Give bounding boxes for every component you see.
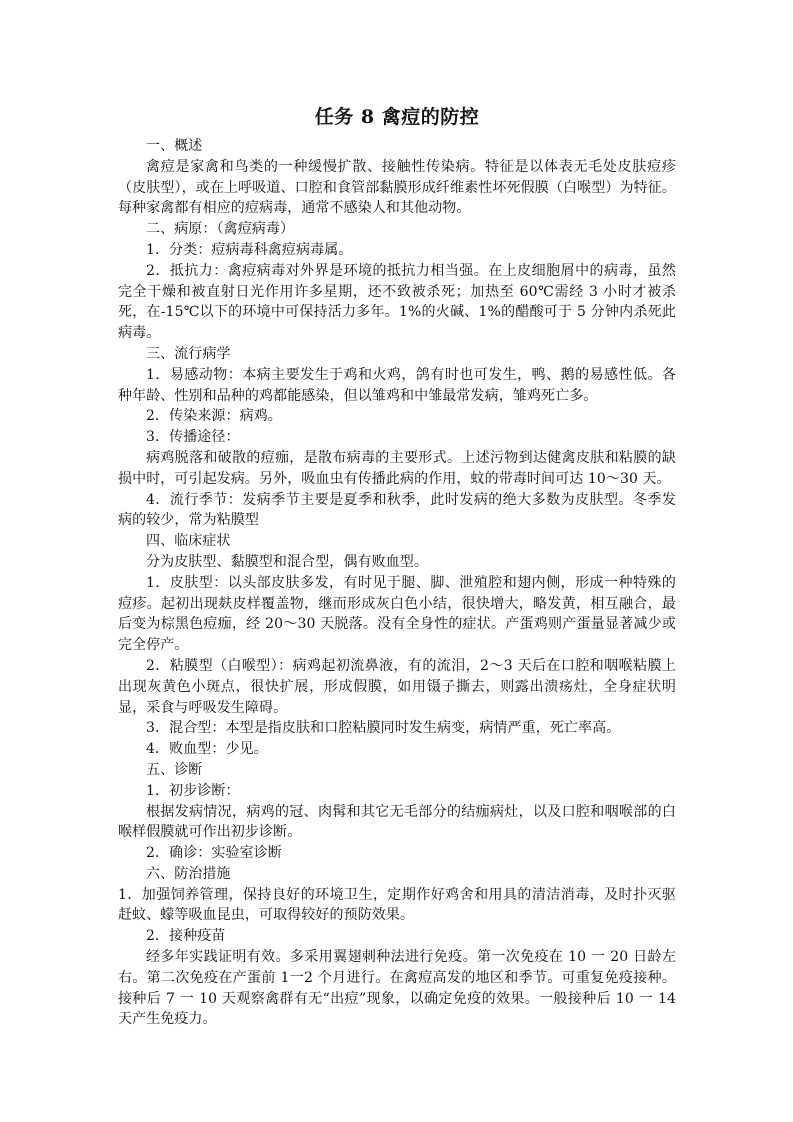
paragraph: 1．分类：痘病毒科禽痘病毒属。: [146, 241, 353, 258]
paragraph: 2．传染来源：病鸡。: [146, 408, 282, 425]
paragraph: 1．易感动物：本病主要发生于鸡和火鸡，鸽有时也可发生，鸭、鹅的易感性低。各种年龄、性别和品种的鸡都能感染，但以雏鸡和中雏最常发病，雏鸡死亡多。: [118, 366, 676, 404]
paragraph: 2．确诊：实验室诊断: [146, 845, 282, 862]
paragraph: 病鸡脱落和破散的痘痂，是散布病毒的主要形式。上述污物到达健禽皮肤和粘膜的缺损中时，可引起发病。另外，吸血虫有传播此病的作用，蚊的带毒时间可达 10～30 天。: [118, 449, 676, 487]
document-title: 任务 8 禽痘的防控: [314, 106, 480, 128]
paragraph: 六、防治措施: [146, 865, 231, 882]
paragraph: 4．流行季节：发病季节主要是夏季和秋季，此时发病的绝大多数为皮肤型。冬季发病的较少，常为粘膜型: [118, 491, 676, 529]
paragraph: 2．接种疫苗: [146, 928, 226, 945]
paragraph: 一、概述: [146, 138, 203, 154]
paragraph: 2．粘膜型（白喉型）：病鸡起初流鼻液，有的流泪，2～3 天后在口腔和咽喉粘膜上出现灰黄色小斑点，很快扩展，形成假膜，如用镊子撕去，则露出溃疡灶，全身症状明显，采食与呼吸发生障碍。: [118, 657, 676, 716]
document-body: [118, 136, 676, 1030]
paragraph: 三、流行病学: [146, 345, 231, 362]
paragraph: 分为皮肤型、黏膜型和混合型，偶有败血型。: [146, 553, 428, 570]
paragraph: 1．皮肤型：以头部皮肤多发，有时见于腿、脚、泄殖腔和翅内侧，形成一种特殊的痘疹。起初出现麸皮样覆盖物，继而形成灰白色小结，很快增大，略发黄，相互融合，最后变为棕黑色痘痂，经 20～30 天脱落。没有全身性的症状。产蛋鸡则产蛋量显著减少或完全停产。: [118, 574, 676, 654]
paragraph: 3．混合型：本型是指皮肤和口腔粘膜同时发生病变，病情严重，死亡率高。: [146, 720, 621, 737]
document-page: [118, 100, 676, 1030]
paragraph: 根据发病情况，病鸡的冠、肉髯和其它无毛部分的结痂病灶，以及口腔和咽喉部的白喉样假膜就可作出初步诊断。: [118, 803, 676, 841]
paragraph: 五、诊断: [146, 761, 203, 778]
paragraph: 2．抵抗力：禽痘病毒对外界是环境的抵抗力相当强。在上皮细胞屑中的病毒，虽然完全干燥和被直射日光作用许多星期，还不致被杀死；加热至 60℃需经 3 小时才被杀死，在-15℃以下的环境中可保持活力多年。1%的火碱、1%的醋酸可于 5 分钟内杀死此病毒。: [118, 262, 676, 342]
paragraph: 经多年实践证明有效。多采用翼翅刺种法进行免疫。第一次免疫在 10 一 20 日龄左右。第二次免疫在产蛋前 1一2 个月进行。在禽痘高发的地区和季节。可重复免疫接种。接种后 7 一 10 天观察禽群有无“出痘”现象，以确定免疫的效果。一般接种后 10 一 14 天产生免疫力。: [118, 949, 676, 1028]
paragraph: 3．传播途径：: [146, 429, 240, 446]
paragraph: 4．败血型：少见。: [146, 741, 268, 758]
paragraph: 四、临床症状: [146, 533, 231, 550]
paragraph: 1．初步诊断：: [146, 782, 240, 799]
paragraph: 禽痘是家禽和鸟类的一种缓慢扩散、接触性传染病。特征是以体表无毛处皮肤痘疹（皮肤型），或在上呼吸道、口腔和食管部黏膜形成纤维素性坏死假膜（白喉型）为特征。每种家禽都有相应的痘病毒，通常不感染人和其他动物。: [118, 158, 676, 217]
paragraph: 二、病原：（禽痘病毒）: [146, 221, 295, 238]
paragraph: 1．加强饲养管理，保持良好的环境卫生，定期作好鸡舍和用具的清洁消毒，及时扑灭驱赶蚊、蠓等吸血昆虫，可取得较好的预防效果。: [118, 886, 676, 924]
